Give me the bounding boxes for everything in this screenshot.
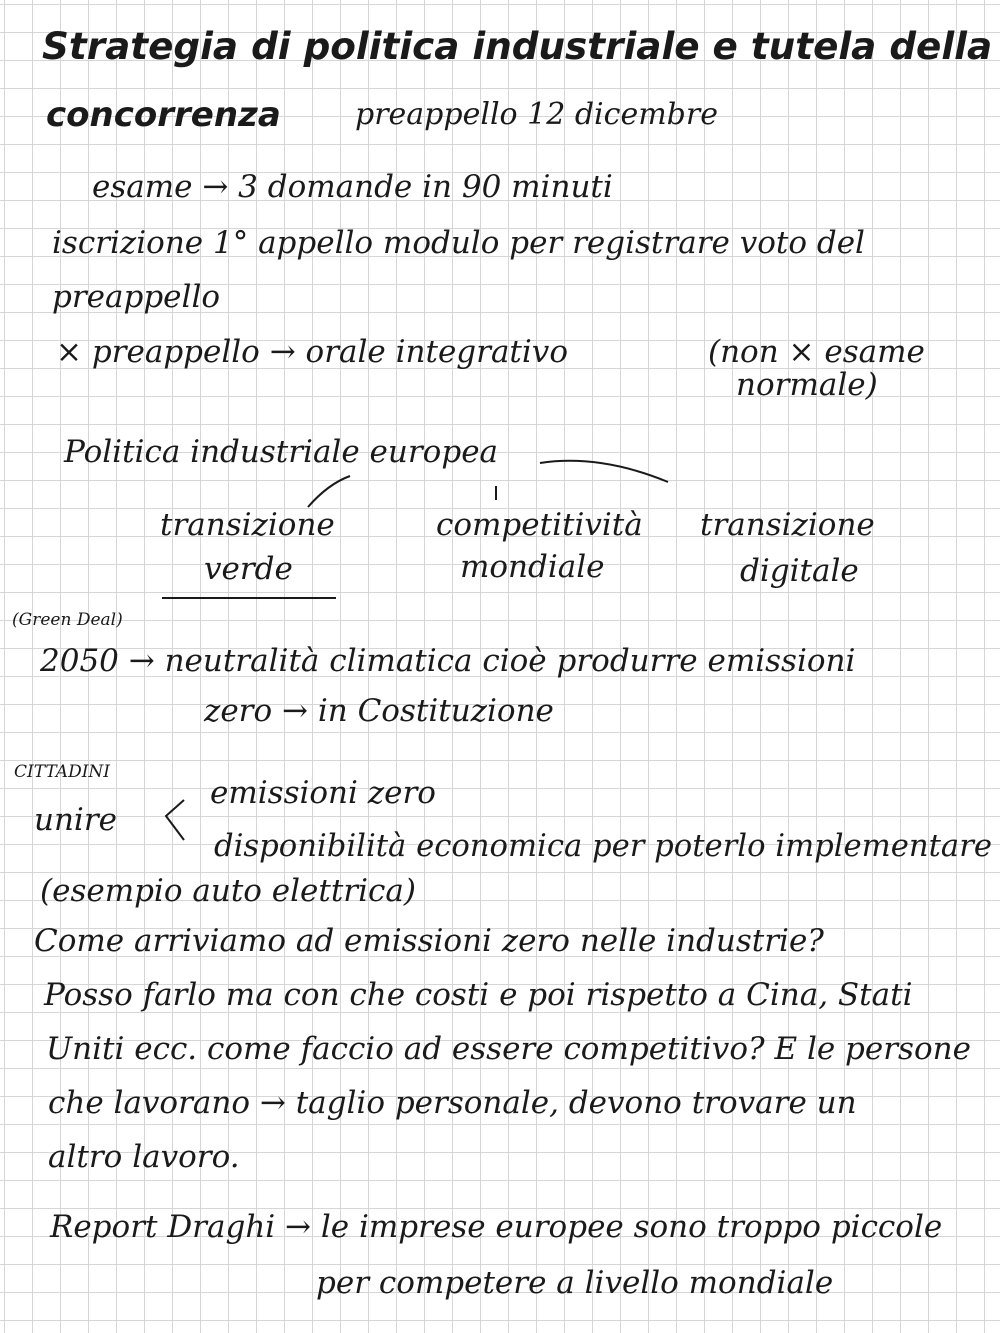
green-deal-note: (Green Deal)	[12, 610, 123, 630]
unire-option1: emissioni zero	[210, 775, 436, 811]
branch-comp-line1: competitività	[436, 507, 643, 543]
preappello-line-b: (non × esame	[708, 334, 925, 370]
paragraph-line1: Posso farlo ma con che costi e poi rispetto a Cina, Stati	[44, 977, 913, 1013]
notes-title-line2: concorrenza	[46, 95, 281, 135]
section-heading: Politica industriale europea	[64, 434, 499, 470]
iscrizione-line2: preappello	[52, 279, 221, 315]
question-line: Come arriviamo ad emissioni zero nelle industrie?	[34, 923, 824, 959]
unire-label: unire	[34, 802, 118, 838]
branch-digital-line2: digitale	[740, 553, 859, 589]
neutrality-line2: zero → in Costituzione	[204, 693, 554, 729]
paragraph-line2: Uniti ecc. come faccio ad essere competitivo? E le persone	[46, 1031, 971, 1067]
preappello-line-a: × preappello → orale integrativo	[56, 334, 568, 370]
unire-option2: disponibilità economica per poterlo implementare	[214, 829, 992, 864]
paragraph-line4: altro lavoro.	[48, 1139, 240, 1175]
exam-line: esame → 3 domande in 90 minuti	[92, 169, 613, 205]
neutrality-line1: 2050 → neutralità climatica cioè produrre emissioni	[40, 643, 856, 679]
branch-digital-line1: transizione	[700, 507, 875, 543]
notes-title-line1: Strategia di politica industriale e tutela della	[42, 24, 993, 68]
preappello-line-c: normale)	[736, 367, 878, 403]
paragraph-line3: che lavorano → taglio personale, devono trovare un	[48, 1085, 857, 1121]
branch-green-line2: verde	[204, 551, 293, 587]
example-line: (esempio auto elettrica)	[40, 873, 416, 909]
preappello-date: preappello 12 dicembre	[355, 97, 718, 132]
draghi-line2: per competere a livello mondiale	[316, 1265, 834, 1301]
iscrizione-line1: iscrizione 1° appello modulo per registrare voto del	[52, 225, 865, 261]
draghi-line1: Report Draghi → le imprese europee sono troppo piccole	[50, 1209, 943, 1245]
branch-comp-line2: mondiale	[460, 549, 605, 585]
cittadini-note: CITTADINI	[14, 762, 110, 782]
branch-green-line1: transizione	[160, 507, 335, 543]
